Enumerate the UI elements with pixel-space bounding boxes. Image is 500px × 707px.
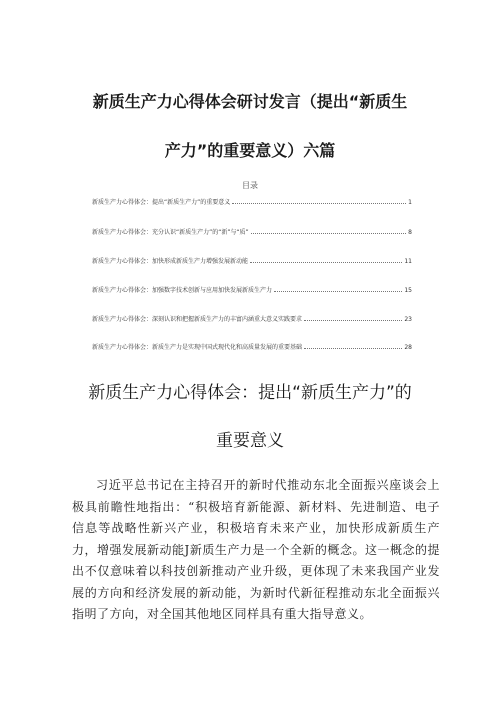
toc-entry-page: 28	[404, 344, 412, 351]
toc-entry[interactable]	[92, 284, 412, 294]
section-title-line-2: 重要意义	[216, 431, 284, 451]
toc-leader-dots	[274, 290, 402, 292]
toc-entry-label: 新质生产力心得体会：提出“新质生产力”的重要意义	[92, 199, 231, 206]
toc-entry-page: 15	[404, 287, 412, 294]
toc-entry[interactable]	[92, 341, 412, 351]
toc-leader-dots	[304, 319, 402, 321]
toc-entry-label: 新质生产力心得体会：深刻认识和把握新质生产力的丰富内涵重大意义实践要求	[92, 316, 303, 323]
toc-entry-label: 新质生产力心得体会：新质生产力是实现中国式现代化和高质量发展的重要基础	[92, 344, 303, 351]
document-title-line-1: 新质生产力心得体会研讨发言（提出“新质生	[92, 92, 408, 111]
toc-entry[interactable]	[92, 255, 412, 265]
document-title-line-2: 产力”的重要意义）六篇	[164, 141, 336, 160]
toc-entry-page: 11	[404, 258, 412, 265]
toc-heading: 目录	[242, 181, 258, 190]
toc-leader-dots	[304, 347, 402, 349]
toc-entry[interactable]	[92, 313, 412, 323]
toc-entry-label: 新质生产力心得体会：加快形成新质生产力增强发展新动能	[92, 258, 249, 265]
toc-leader-dots	[250, 261, 402, 263]
toc-entry-page: 8	[408, 229, 412, 236]
toc-leader-dots	[232, 202, 406, 204]
toc-entry-page: 23	[404, 316, 412, 323]
toc-leader-dots	[251, 232, 407, 234]
toc-entry-label: 新质生产力心得体会：充分认识“新质生产力”的“新”与“质”	[92, 229, 249, 236]
toc-entry[interactable]	[92, 226, 412, 236]
body-paragraph: 习近平总书记在主持召开的新时代推动东北全面振兴座谈会上极具前瞻性地指出：“积极培育新能源、新材料、先进制造、电子信息等战略性新兴产业，积极培育未来产业，加快形成新质生产力，增强发展新动能J新质生产力是一个全新的概念。这一概念的提出不仅意味着以科技创新推动产业升级，更体现了未来我国产业发展的方向和经济发展的新动能，为新时代新征程推动东北全面振兴指明了方向，对全国其他地区同样具有重大指导意义。	[72, 478, 440, 621]
toc-entry-label: 新质生产力心得体会：加强数字技术创新与应用加快发展新质生产力	[92, 287, 273, 294]
toc-entry-page: 1	[408, 199, 412, 206]
section-title-line-1: 新质生产力心得体会：提出“新质生产力”的	[88, 383, 412, 403]
toc-entry[interactable]	[92, 196, 412, 206]
